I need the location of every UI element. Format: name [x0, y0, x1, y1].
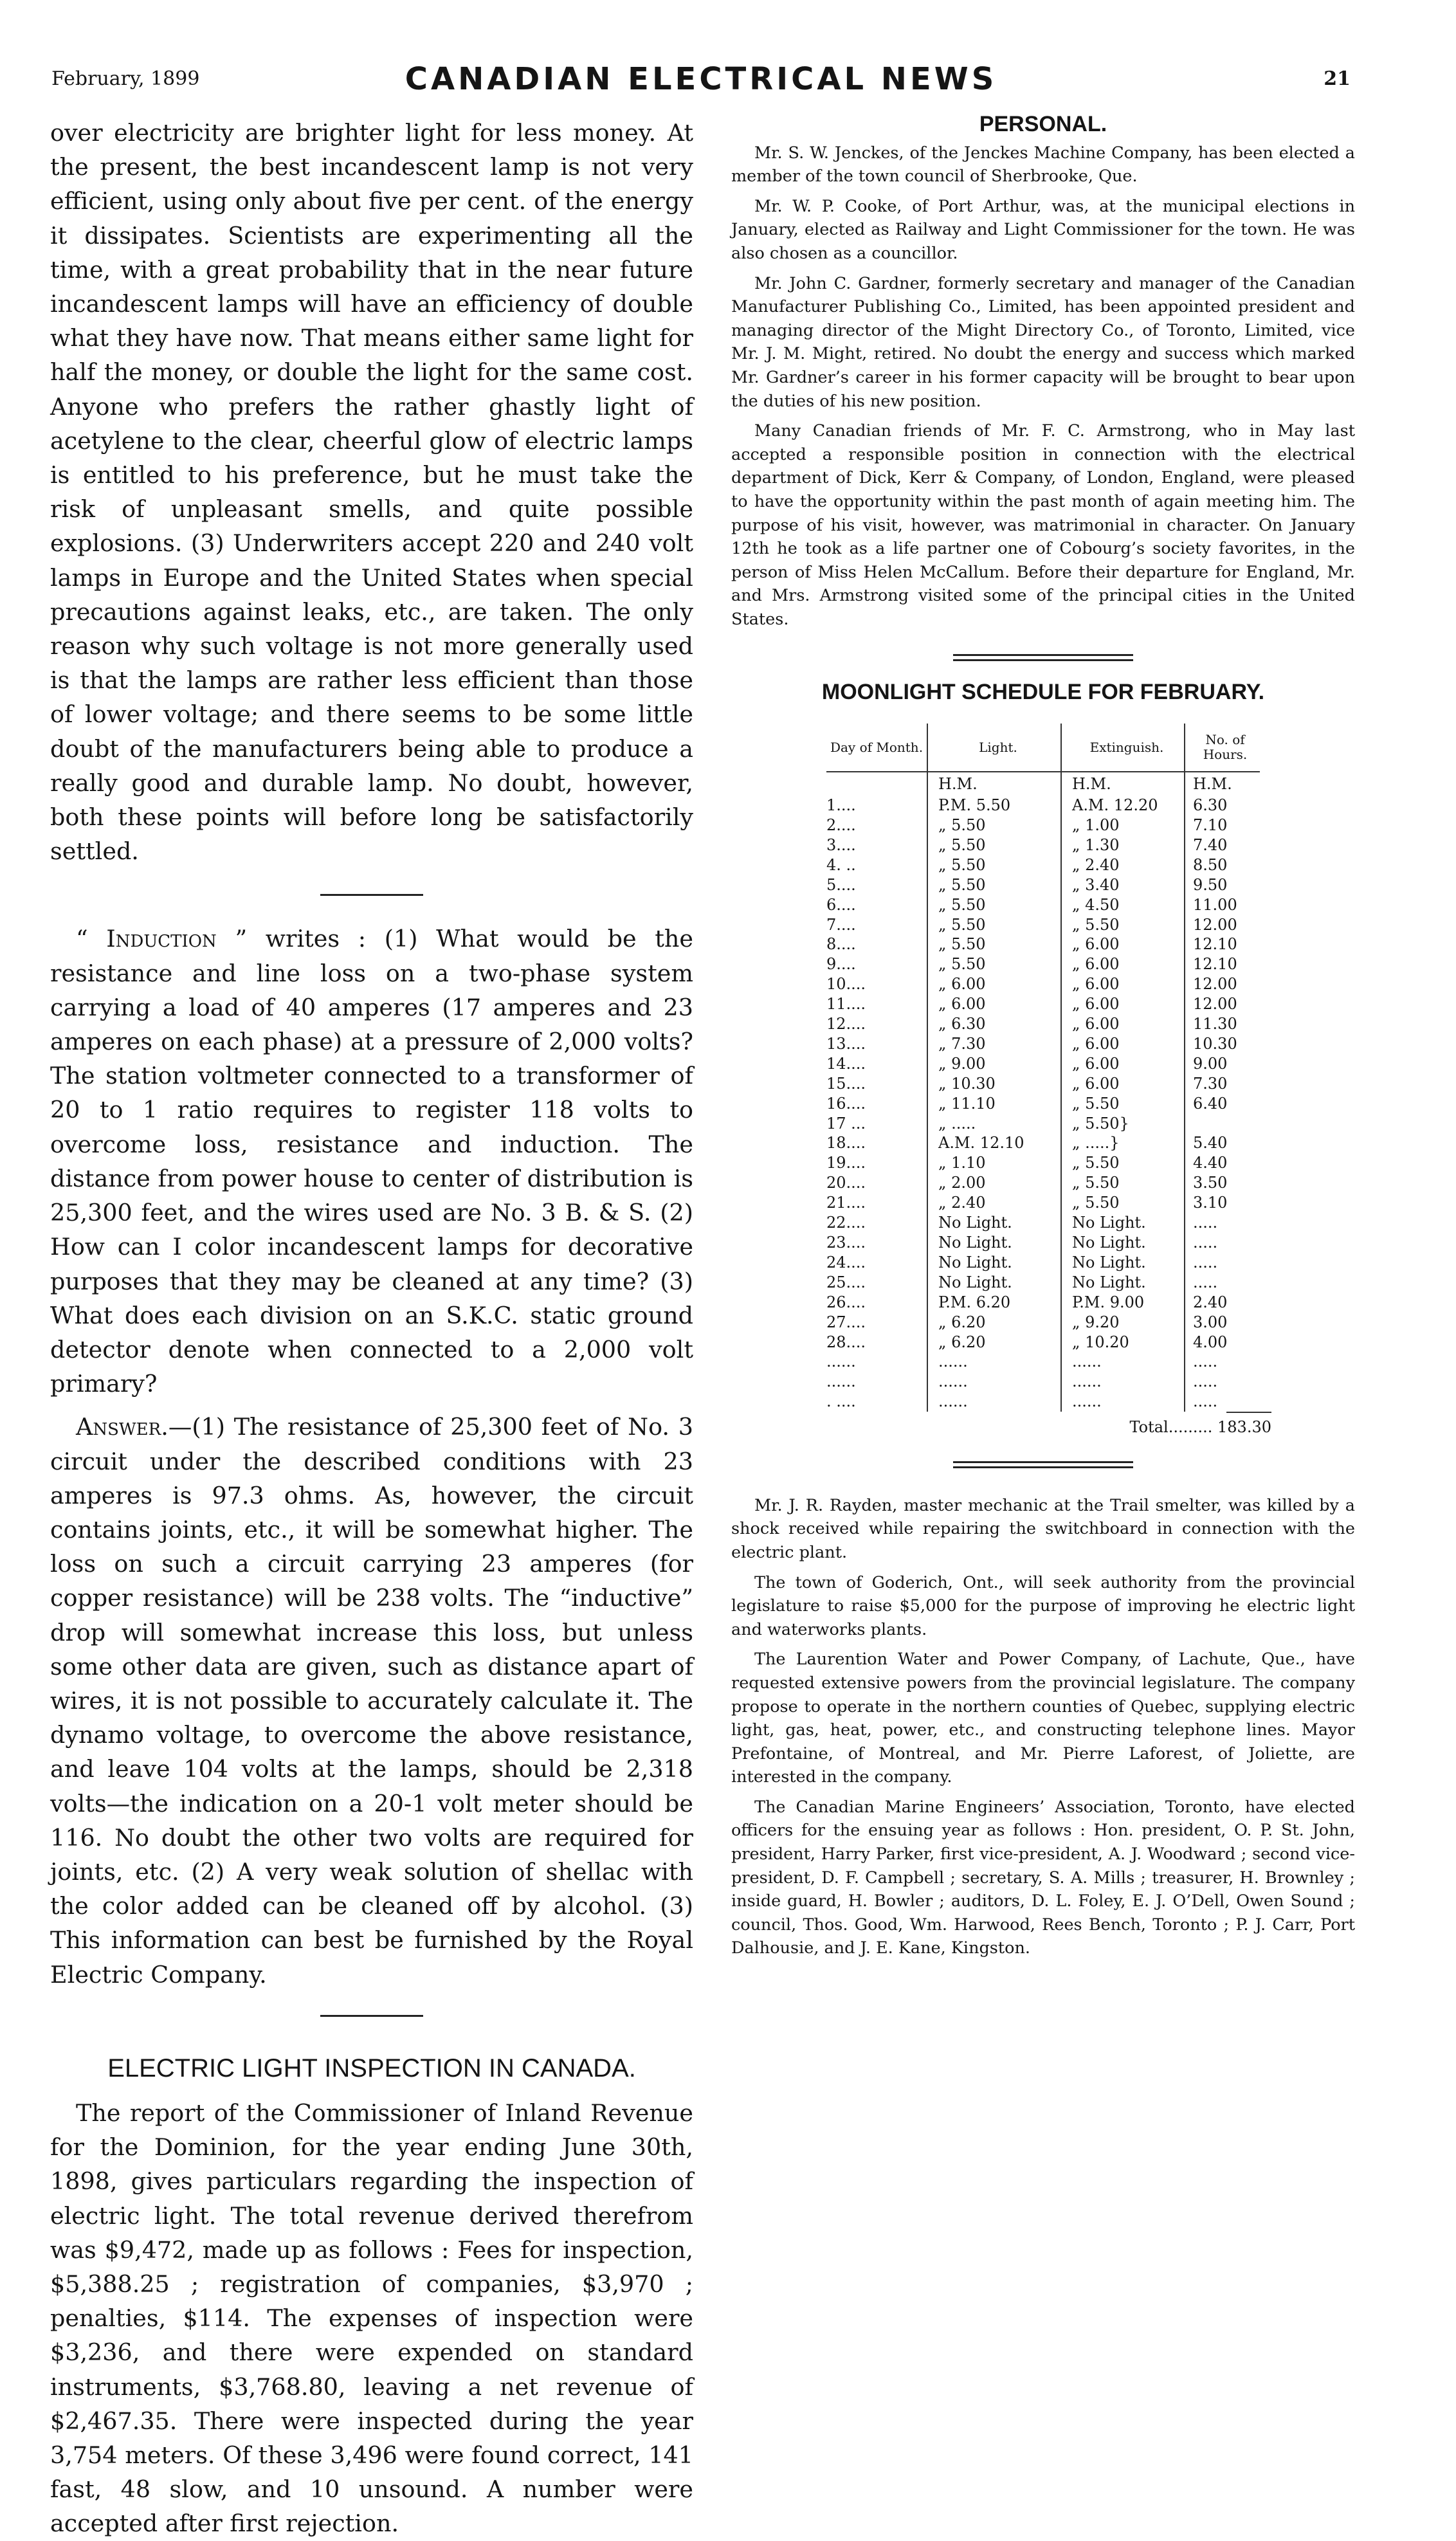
- cell-hours: 12.00: [1185, 974, 1260, 994]
- cell-extinguish: „ 4.50: [1061, 895, 1185, 915]
- cell-hours: 9.50: [1185, 875, 1260, 895]
- cell-light: „ .....: [927, 1114, 1061, 1134]
- cell-light: „ 11.10: [927, 1094, 1061, 1114]
- cell-light: P.M. 6.20: [927, 1293, 1061, 1313]
- cell-day: 18....: [826, 1134, 866, 1152]
- cell-extinguish: „ 5.50: [1061, 915, 1185, 935]
- table-row: [826, 835, 1260, 855]
- col-header-day: Day of Month.: [826, 724, 927, 772]
- unit-cell-extinguish: H.M.: [1061, 772, 1185, 796]
- cell-day: 22....: [826, 1214, 866, 1232]
- reader-question: [50, 922, 693, 1401]
- table-row: [826, 1173, 1260, 1193]
- table-row: [826, 1014, 1260, 1034]
- table-row: [826, 1114, 1260, 1134]
- col-header-extinguish: Extinguish.: [1061, 724, 1185, 772]
- cell-light: „ 5.50: [927, 954, 1061, 974]
- cell-extinguish: „ 6.00: [1061, 994, 1185, 1014]
- cell-hours: 7.40: [1185, 835, 1260, 855]
- cell-day: 28....: [826, 1333, 866, 1351]
- double-rule: [953, 654, 1133, 661]
- cell-day: 8....: [826, 935, 856, 954]
- table-row: [826, 855, 1260, 875]
- cell-hours: 8.50: [1185, 855, 1260, 875]
- table-row: [826, 1213, 1260, 1233]
- table-header-row: [826, 724, 1260, 772]
- article-continuation: over electricity are brighter light for less money. At the present, the best incandescent lamp is not very efficient, using only about five per cent. of the energy it dissipates. Scientists are experimenting all the time, with a great probability that in the near future incandescent lamps will have an efficiency of double what they have now. That means either same light for half the money, or double the light for the same cost. Anyone who prefers the rather ghastly light of acetylene to the clear, cheerful glow of electric lamps is entitled to his preference, but he must take the risk of unpleasant smells, and quite possible explosions. (3) Underwriters accept 220 and 240 volt lamps in Europe and the United States when special precautions against leaks, etc., are taken. The only reason why such voltage is not more generally used is that the lamps are rather less efficient than those of lower voltage; and there seems to be some little doubt of the manufacturers being able to produce a really good and durable lamp. No doubt, however, both these points will before long be satisfactorily settled.: [50, 119, 693, 866]
- cell-day: 3....: [826, 835, 856, 854]
- unit-cell-light: H.M.: [927, 772, 1061, 796]
- right-column: [731, 113, 1355, 1967]
- page-number: 21: [1324, 68, 1351, 90]
- cell-extinguish: „ 6.00: [1061, 1034, 1185, 1054]
- cell-day: 16....: [826, 1094, 866, 1113]
- left-column: [50, 116, 693, 2541]
- double-rule: [953, 1461, 1133, 1468]
- table-row: [826, 915, 1260, 935]
- table-row: [826, 1034, 1260, 1054]
- answer-lead: Answer.: [76, 1413, 168, 1441]
- cell-light: „ 5.50: [927, 835, 1061, 855]
- cell-light: „ 7.30: [927, 1034, 1061, 1054]
- cell-hours: .....: [1185, 1213, 1260, 1233]
- cell-day: 17 ...: [826, 1114, 866, 1133]
- cell-day: 23....: [826, 1234, 866, 1252]
- table-row: [826, 1153, 1260, 1173]
- cell-hours: 12.10: [1185, 954, 1260, 974]
- cell-hours: 3.00: [1185, 1313, 1260, 1333]
- table-row: [826, 1253, 1260, 1273]
- cell-day: 26....: [826, 1293, 866, 1311]
- cell-extinguish: „ 2.40: [1061, 855, 1185, 875]
- cell-hours: .....: [1185, 1372, 1260, 1392]
- personal-items: [731, 141, 1355, 632]
- cell-day: 2....: [826, 815, 856, 834]
- table-row: [826, 974, 1260, 994]
- table-row: [826, 934, 1260, 954]
- cell-light: „ 6.20: [927, 1333, 1061, 1352]
- cell-extinguish: „ 6.00: [1061, 934, 1185, 954]
- moonlight-heading: MOONLIGHT SCHEDULE FOR FEBRUARY.: [821, 680, 1265, 705]
- table-row: [826, 1293, 1260, 1313]
- cell-extinguish: „ 10.20: [1061, 1333, 1185, 1352]
- table-row: [826, 1074, 1260, 1094]
- cell-light: No Light.: [927, 1253, 1061, 1273]
- cell-day: 19....: [826, 1154, 866, 1172]
- news-item: The Laurention Water and Power Company, of Lachute, Que., have requested extensive powers from the provincial legislature. The company propose to operate in the northern counties of Quebec, supplying electric light, gas, heat, power, etc., and constructing telephone lines. Mayor Prefontaine, of Montreal, and Mr. Pierre Laforest, of Joliette, are interested in the company.: [731, 1650, 1355, 1787]
- cell-extinguish: „ 6.00: [1061, 1054, 1185, 1074]
- table-row: [826, 1054, 1260, 1074]
- table-row: [826, 1094, 1260, 1114]
- cell-extinguish: „ 1.30: [1061, 835, 1185, 855]
- moonlight-table: [826, 724, 1260, 1412]
- cell-extinguish: „ 1.00: [1061, 815, 1185, 835]
- cell-hours: 4.40: [1185, 1153, 1260, 1173]
- cell-day: 12....: [826, 1015, 866, 1034]
- cell-hours: .....: [1185, 1352, 1260, 1372]
- cell-light: ......: [927, 1372, 1061, 1392]
- cell-hours: .....: [1185, 1392, 1260, 1412]
- inspection-article: The report of the Commissioner of Inland Revenue for the Dominion, for the year ending June 30th, 1898, gives particulars regarding the inspection of electric light. The total revenue derived therefrom was $9,472, made up as follows : Fees for inspection, $5,388.25 ; registration of companies, $3,970 ; penalties, $114. The expenses of inspection were $3,236, and there were expended on standard instruments, $3,768.80, leaving a net revenue of $2,467.35. There were inspected during the year 3,754 meters. Of these 3,496 were found correct, 141 fast, 48 slow, and 10 unsound. A number were accepted after first rejection.: [50, 2099, 693, 2538]
- cell-light: A.M. 12.10: [927, 1133, 1061, 1153]
- cell-day: 24....: [826, 1253, 866, 1271]
- personal-item: Mr. W. P. Cooke, of Port Arthur, was, at the municipal elections in January, elected as Railway and Light Commissioner for the town. He was also chosen as a councillor.: [731, 196, 1355, 263]
- cell-extinguish: „ 5.50}: [1061, 1114, 1185, 1134]
- table-row: [826, 1133, 1260, 1153]
- unit-cell-hours: H.M.: [1185, 772, 1260, 796]
- table-row: [826, 1233, 1260, 1253]
- table-row: [826, 796, 1260, 815]
- cell-light: „ 5.50: [927, 915, 1061, 935]
- cell-hours: .....: [1185, 1233, 1260, 1253]
- moonlight-total: Total......... 183.30: [1129, 1418, 1271, 1437]
- table-row: [826, 1193, 1260, 1213]
- cell-light: „ 5.50: [927, 855, 1061, 875]
- personal-item: Mr. S. W. Jenckes, of the Jenckes Machine Company, has been elected a member of the town council of Sherbrooke, Que.: [731, 143, 1355, 187]
- cell-day: 6....: [826, 895, 856, 914]
- table-row: [826, 1273, 1260, 1293]
- moonlight-rows: [826, 772, 1260, 1412]
- cell-extinguish: P.M. 9.00: [1061, 1293, 1185, 1313]
- cell-hours: 12.10: [1185, 934, 1260, 954]
- cell-hours: 6.30: [1185, 796, 1260, 815]
- personal-item: Mr. John C. Gardner, formerly secretary and manager of the Canadian Manufacturer Publishing Co., Limited, has been appointed president and managing director of the Might Directory Co., of Toronto, Limited, vice Mr. J. M. Might, retired. No doubt the energy and success which marked Mr. Gardner’s career in his former capacity will be brought to bear upon the duties of his new position.: [731, 273, 1355, 411]
- table-row: [826, 1392, 1260, 1412]
- issue-date: February, 1899: [51, 68, 200, 90]
- cell-hours: [1185, 1114, 1260, 1134]
- personal-item: Many Canadian friends of Mr. F. C. Armstrong, who in May last accepted a responsible position in connection with the electrical department of Dick, Kerr & Company, of London, England, were pleased to have the opportunity within the past month of again meeting him. The purpose of his visit, however, was matrimonial in character. On January 12th he took as a life partner one of Cobourg’s society favorites, in the person of Miss Helen McCallum. Before their departure for England, Mr. and Mrs. Armstrong visited some of the principal cities in the United States.: [731, 421, 1355, 629]
- cell-hours: 12.00: [1185, 915, 1260, 935]
- table-row: [826, 895, 1260, 915]
- cell-extinguish: „ 5.50: [1061, 1153, 1185, 1173]
- question-text: writes : (1) What would be the resistance and line loss on a two-phase system carrying a load of 40 amperes (17 amperes and 23 amperes on each phase) at a pressure of 2,000 volts? The station voltmeter connected to a transformer of 20 to 1 ratio requires to register 118 volts to overcome loss, resistance and induction. The distance from power house to center of distribution is 25,300 feet, and the wires used are No. 3 B. & S. (2) How can I color incandescent lamps for decorative purposes that they may be cleaned at any time? (3) What does each division on an S.K.C. static ground detector denote when connected to a 2,000 volt primary?: [50, 925, 693, 1398]
- cell-day: 13....: [826, 1034, 866, 1053]
- divider-rule: [320, 894, 423, 896]
- cell-hours: 7.10: [1185, 815, 1260, 835]
- table-row: [826, 1352, 1260, 1372]
- cell-hours: 10.30: [1185, 1034, 1260, 1054]
- page-header: [51, 61, 1351, 106]
- cell-day: ......: [826, 1352, 856, 1371]
- cell-hours: 3.10: [1185, 1193, 1260, 1213]
- cell-extinguish: „ 9.20: [1061, 1313, 1185, 1333]
- cell-light: „ 6.00: [927, 994, 1061, 1014]
- cell-day: . ....: [826, 1392, 856, 1411]
- cell-extinguish: ......: [1061, 1392, 1185, 1412]
- cell-extinguish: „ 5.50: [1061, 1193, 1185, 1213]
- cell-light: No Light.: [927, 1213, 1061, 1233]
- cell-hours: 9.00: [1185, 1054, 1260, 1074]
- cell-extinguish: No Light.: [1061, 1233, 1185, 1253]
- table-row: [826, 954, 1260, 974]
- cell-light: „ 6.30: [927, 1014, 1061, 1034]
- cell-day: ......: [826, 1372, 856, 1391]
- cell-day: 4. ..: [826, 855, 856, 874]
- cell-extinguish: ......: [1061, 1372, 1185, 1392]
- cell-day: 11....: [826, 995, 866, 1014]
- table-row: [826, 1333, 1260, 1352]
- col-header-light: Light.: [927, 724, 1061, 772]
- cell-extinguish: No Light.: [1061, 1273, 1185, 1293]
- table-row: [826, 1372, 1260, 1392]
- cell-light: „ 10.30: [927, 1074, 1061, 1094]
- cell-light: No Light.: [927, 1233, 1061, 1253]
- cell-light: „ 2.00: [927, 1173, 1061, 1193]
- masthead-title: CANADIAN ELECTRICAL NEWS: [405, 61, 997, 97]
- cell-day: 15....: [826, 1074, 866, 1093]
- cell-extinguish: „ 6.00: [1061, 954, 1185, 974]
- cell-light: No Light.: [927, 1273, 1061, 1293]
- cell-light: P.M. 5.50: [927, 796, 1061, 815]
- table-row: [826, 875, 1260, 895]
- total-rule: [1226, 1412, 1271, 1413]
- answer: [50, 1410, 693, 1991]
- cell-day: 10....: [826, 975, 866, 994]
- cell-light: „ 5.50: [927, 875, 1061, 895]
- cell-hours: 11.00: [1185, 895, 1260, 915]
- news-item: The town of Goderich, Ont., will seek authority from the provincial legislature to raise $5,000 for the purpose of improving he electric light and waterworks plants.: [731, 1572, 1355, 1639]
- cell-light: „ 5.50: [927, 815, 1061, 835]
- cell-hours: 6.40: [1185, 1094, 1260, 1114]
- cell-hours: 2.40: [1185, 1293, 1260, 1313]
- table-row: [826, 1313, 1260, 1333]
- cell-day: 21....: [826, 1194, 866, 1212]
- cell-hours: 12.00: [1185, 994, 1260, 1014]
- news-item: The Canadian Marine Engineers’ Association, Toronto, have elected officers for the ensuing year as follows : Hon. president, O. P. St. John, president, Harry Parker, first vice-president, A. J. Woodward ; second vice-president, D. F. Campbell ; secretary, S. A. Mills ; treasurer, H. Brownley ; inside guard, H. Bowler ; auditors, D. L. Foley, E. J. O’Dell, Owen Sound ; council, Thos. Good, Wm. Harwood, Rees Bench, Toronto ; P. J. Carr, Port Dalhousie, and J. E. Kane, Kingston.: [731, 1797, 1355, 1958]
- cell-hours: 11.30: [1185, 1014, 1260, 1034]
- cell-extinguish: A.M. 12.20: [1061, 796, 1185, 815]
- cell-extinguish: „ 6.00: [1061, 1014, 1185, 1034]
- personal-heading: PERSONAL.: [979, 112, 1107, 136]
- cell-hours: 3.50: [1185, 1173, 1260, 1193]
- cell-hours: 4.00: [1185, 1333, 1260, 1352]
- cell-light: ......: [927, 1392, 1061, 1412]
- cell-extinguish: „ 3.40: [1061, 875, 1185, 895]
- cell-light: „ 1.10: [927, 1153, 1061, 1173]
- cell-hours: 7.30: [1185, 1074, 1260, 1094]
- unit-cell-day: [826, 772, 927, 796]
- cell-day: 1....: [826, 796, 856, 815]
- divider-rule: [320, 2015, 423, 2017]
- cell-extinguish: No Light.: [1061, 1213, 1185, 1233]
- cell-extinguish: „ 6.00: [1061, 974, 1185, 994]
- answer-text: —(1) The resistance of 25,300 feet of No. 3 circuit under the described conditions with 23 amperes is 97.3 ohms. As, however, the circuit contains joints, etc., it will be somewhat higher. The loss on such a circuit carrying 23 amperes (for copper resistance) will be 238 volts. The “inductive” drop will somewhat increase this loss, but unless some other data are given, such as distance apart of wires, it is not possible to accurately calculate it. The dynamo voltage, to overcome the above resistance, and leave 104 volts at the lamps, should be 2,318 volts—the indication on a 20-1 volt meter should be 116. No doubt the other two volts are required for joints, etc. (2) A very weak solution of shellac with the color added can be cleaned off by alcohol. (3) This information can best be furnished by the Royal Electric Company.: [50, 1413, 693, 1989]
- cell-day: 5....: [826, 875, 856, 894]
- section-title: ELECTRIC LIGHT INSPECTION IN CANADA.: [107, 2054, 636, 2082]
- table-row: [826, 815, 1260, 835]
- cell-hours: .....: [1185, 1273, 1260, 1293]
- cell-extinguish: ......: [1061, 1352, 1185, 1372]
- cell-light: „ 9.00: [927, 1054, 1061, 1074]
- cell-light: „ 6.00: [927, 974, 1061, 994]
- cell-day: 20....: [826, 1174, 866, 1192]
- cell-hours: 5.40: [1185, 1133, 1260, 1153]
- cell-extinguish: „ .....}: [1061, 1133, 1185, 1153]
- cell-light: „ 6.20: [927, 1313, 1061, 1333]
- cell-day: 25....: [826, 1273, 866, 1291]
- table-row: [826, 994, 1260, 1014]
- cell-extinguish: „ 6.00: [1061, 1074, 1185, 1094]
- cell-day: 14....: [826, 1054, 866, 1073]
- cell-light: „ 5.50: [927, 934, 1061, 954]
- news-item: Mr. J. R. Rayden, master mechanic at the Trail smelter, was killed by a shock received while repairing the switchboard in connection with the electric plant.: [731, 1495, 1355, 1562]
- cell-extinguish: „ 5.50: [1061, 1094, 1185, 1114]
- units-row: [826, 772, 1260, 796]
- cell-light: ......: [927, 1352, 1061, 1372]
- cell-light: „ 2.40: [927, 1193, 1061, 1213]
- cell-day: 7....: [826, 915, 856, 934]
- cell-light: „ 5.50: [927, 895, 1061, 915]
- cell-hours: .....: [1185, 1253, 1260, 1273]
- question-lead: “ Induction ”: [76, 925, 248, 953]
- col-header-hours: No. of Hours.: [1185, 724, 1260, 772]
- news-items: [731, 1494, 1355, 1960]
- cell-day: 9....: [826, 955, 856, 974]
- cell-extinguish: „ 5.50: [1061, 1173, 1185, 1193]
- cell-day: 27....: [826, 1313, 866, 1331]
- cell-extinguish: No Light.: [1061, 1253, 1185, 1273]
